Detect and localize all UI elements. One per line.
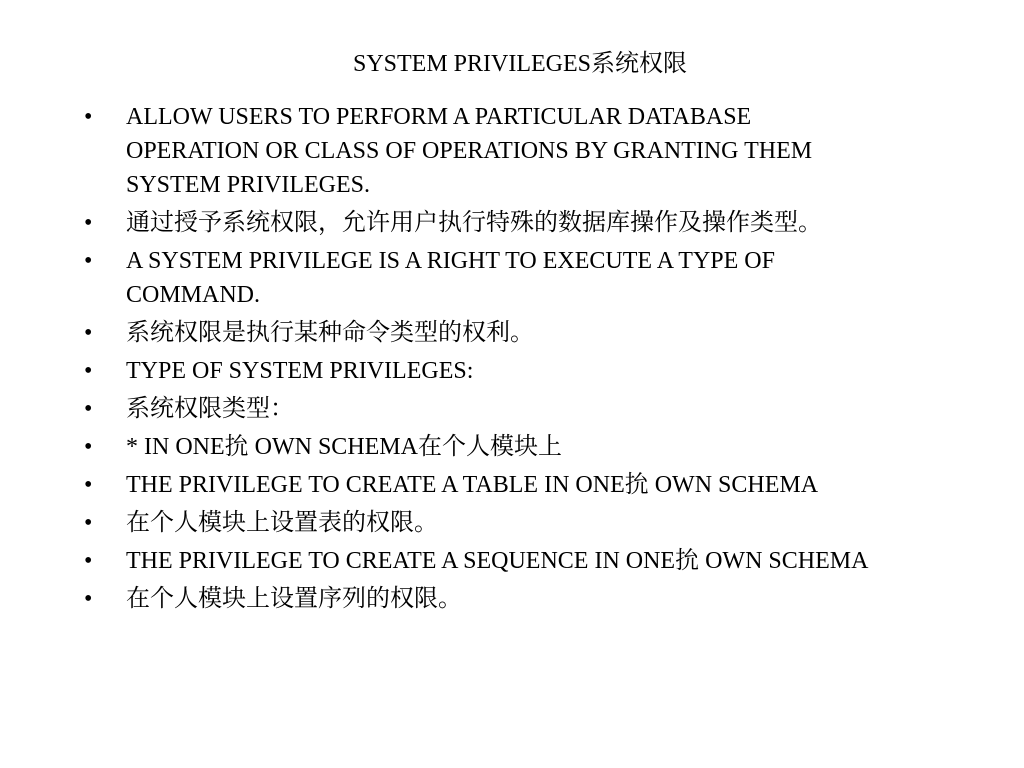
bullet-icon: •: [84, 248, 93, 274]
bullet-icon: •: [84, 320, 93, 346]
bullet-icon: •: [84, 472, 93, 498]
bullet-text: 系统权限类型：: [126, 396, 294, 422]
bullet-item: [84, 206, 884, 240]
bullet-item: [84, 100, 884, 202]
bullet-icon: •: [84, 210, 93, 236]
slide-title: SYSTEM PRIVILEGES系统权限: [352, 51, 688, 77]
bullet-text: THE PRIVILEGE TO CREATE A SEQUENCE IN ONE抁 OWN SCHEMA: [126, 548, 869, 574]
bullet-item: [84, 582, 884, 616]
bullet-item: [84, 430, 884, 464]
bullet-text: * IN ONE抁 OWN SCHEMA在个人模块上: [126, 434, 562, 460]
bullet-text: 系统权限是执行某种命令类型的权利。: [126, 320, 534, 346]
bullet-item: [84, 506, 884, 540]
bullet-text: A SYSTEM PRIVILEGE IS A RIGHT TO EXECUTE A TYPE OF COMMAND.: [126, 248, 775, 308]
bullet-item: [84, 468, 884, 502]
bullet-item: [84, 244, 884, 312]
bullet-item: [84, 316, 884, 350]
bullet-icon: •: [84, 396, 93, 422]
bullet-text: TYPE OF SYSTEM PRIVILEGES:: [126, 358, 474, 384]
bullet-text: THE PRIVILEGE TO CREATE A TABLE IN ONE抁 OWN SCHEMA: [126, 472, 819, 498]
bullet-icon: •: [84, 104, 93, 130]
bullet-text: 通过授予系统权限，允许用户执行特殊的数据库操作及操作类型。: [126, 210, 822, 236]
bullet-text: 在个人模块上设置序列的权限。: [126, 586, 462, 612]
bullet-icon: •: [84, 358, 93, 384]
bullet-text: 在个人模块上设置表的权限。: [126, 510, 438, 536]
bullet-list: [84, 100, 884, 620]
bullet-icon: •: [84, 434, 93, 460]
bullet-icon: •: [84, 548, 93, 574]
bullet-text: ALLOW USERS TO PERFORM A PARTICULAR DATABASE OPERATION OR CLASS OF OPERATIONS BY GRANTING THEM SYSTEM PRIVILEGES.: [126, 104, 813, 198]
bullet-item: [84, 392, 884, 426]
bullet-item: [84, 544, 884, 578]
bullet-icon: •: [84, 586, 93, 612]
bullet-icon: •: [84, 510, 93, 536]
bullet-item: [84, 354, 884, 388]
